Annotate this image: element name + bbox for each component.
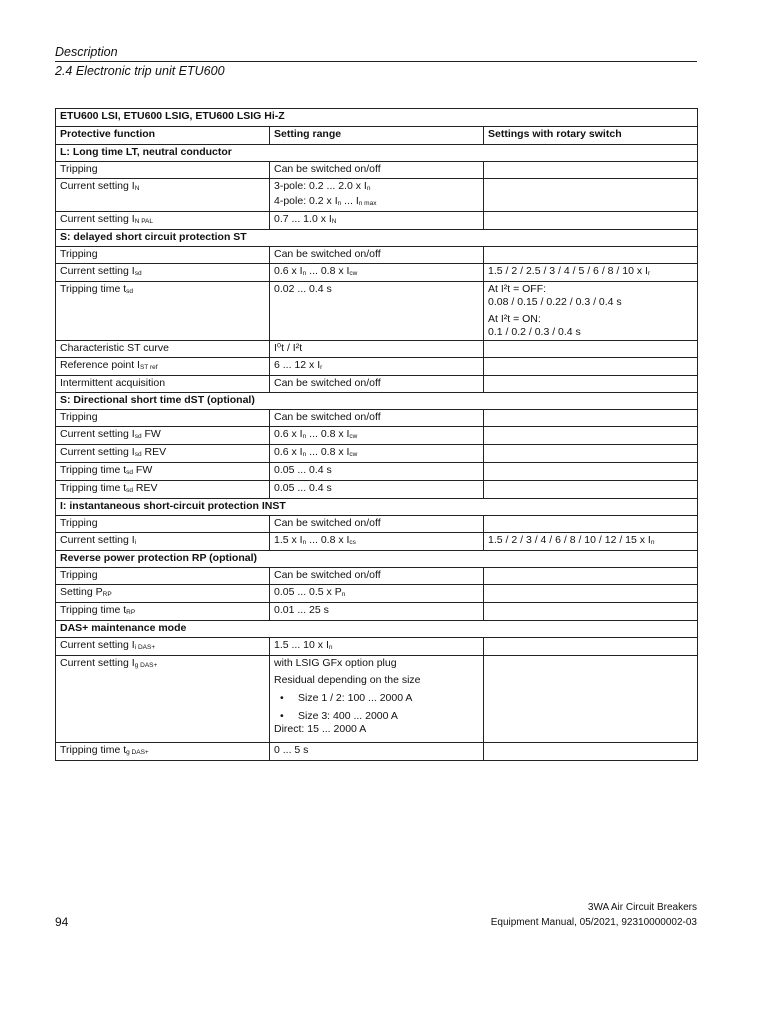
rotary-cell (484, 376, 698, 393)
rotary-cell (484, 516, 698, 533)
function-cell: Tripping (56, 410, 270, 427)
rotary-cell (484, 179, 698, 212)
running-header (55, 44, 697, 79)
rotary-cell (484, 358, 698, 376)
column-header-rotary: Settings with rotary switch (484, 127, 698, 145)
section-heading-directional: S: Directional short time dST (optional) (56, 393, 698, 410)
function-cell: Tripping time $t_{sd}$ REV (56, 481, 270, 499)
range-cell: 1.5 ... 10 x $I_n$ (270, 638, 484, 656)
rotary-cell (484, 341, 698, 358)
range-cell: I⁰t / I²t (270, 341, 484, 358)
table-row (56, 358, 698, 376)
range-cell: 6 ... 12 x $I_r$ (270, 358, 484, 376)
table-row (56, 427, 698, 445)
table-row (56, 533, 698, 551)
column-header-function: Protective function (56, 127, 270, 145)
function-cell: Tripping time $t_{sd}$ FW (56, 463, 270, 481)
rotary-cell: 1.5 / 2 / 2.5 / 3 / 4 / 5 / 6 / 8 / 10 x $I_r$ (484, 264, 698, 282)
function-cell: Reference point $I_{ST ref}$ (56, 358, 270, 376)
table-row (56, 743, 698, 761)
rotary-cell (484, 427, 698, 445)
settings-table (55, 108, 698, 761)
function-cell: Tripping (56, 162, 270, 179)
table-row (56, 341, 698, 358)
table-row (56, 516, 698, 533)
function-cell: Current setting $I_{N PAL}$ (56, 212, 270, 230)
range-cell: 0.6 x $I_n$ ... 0.8 x $I_{cw}$ (270, 445, 484, 463)
function-cell: Current setting $I_{sd}$ FW (56, 427, 270, 445)
rotary-cell (484, 656, 698, 743)
function-cell: Tripping time $t_{sd}$ (56, 282, 270, 341)
table-row (56, 264, 698, 282)
header-rule (55, 61, 697, 62)
footer-manual: Equipment Manual, 05/2021, 92310000002-03 (490, 917, 697, 928)
rotary-cell (484, 212, 698, 230)
range-cell: 0.7 ... 1.0 x $I_N$ (270, 212, 484, 230)
list-item: • Size 3: 400 ... 2000 A (274, 710, 479, 723)
table-row (56, 410, 698, 427)
section-heading-long-time: L: Long time LT, neutral conductor (56, 145, 698, 162)
function-cell: Tripping (56, 568, 270, 585)
rotary-cell (484, 743, 698, 761)
table-row (56, 445, 698, 463)
rotary-cell (484, 463, 698, 481)
range-cell: Can be switched on/off (270, 516, 484, 533)
function-cell: Current setting $I_N$ (56, 179, 270, 212)
range-cell: 3-pole: 0.2 ... 2.0 x $I_n$ 4-pole: 0.2 x $I_n$ ... $I_{n max}$ (270, 179, 484, 212)
function-cell: Tripping time $t_{g DAS+}$ (56, 743, 270, 761)
rotary-cell (484, 481, 698, 499)
section-heading-short-time: S: delayed short circuit protection ST (56, 230, 698, 247)
range-cell: Can be switched on/off (270, 568, 484, 585)
range-cell: Can be switched on/off (270, 247, 484, 264)
column-header-range: Setting range (270, 127, 484, 145)
function-cell: Current setting $I_{g DAS+}$ (56, 656, 270, 743)
function-cell: Tripping (56, 247, 270, 264)
table-row (56, 463, 698, 481)
function-cell: Current setting $I_i$ (56, 533, 270, 551)
function-cell: Current setting $I_{sd}$ REV (56, 445, 270, 463)
function-cell: Tripping time $t_{RP}$ (56, 603, 270, 621)
range-cell: 0.6 x $I_n$ ... 0.8 x $I_{cw}$ (270, 427, 484, 445)
table-row (56, 162, 698, 179)
page-number: 94 (55, 915, 69, 929)
document-footer (491, 900, 697, 930)
header-section: Description (55, 45, 118, 59)
range-cell: 0.05 ... 0.4 s (270, 463, 484, 481)
range-cell: Can be switched on/off (270, 410, 484, 427)
rotary-cell: At I²t = OFF: 0.08 / 0.15 / 0.22 / 0.3 / 0.4 s At I²t = ON: 0.1 / 0.2 / 0.3 / 0.4 s (484, 282, 698, 341)
range-cell: with LSIG GFx option plug Residual depending on the size • Size 1 / 2: 100 ... 2000 A • Size 3: 400 ... 2000 A Direct: 15 ... 2000 A (270, 656, 484, 743)
function-cell: Current setting $I_{sd}$ (56, 264, 270, 282)
function-cell: Tripping (56, 516, 270, 533)
table-row (56, 282, 698, 341)
range-cell: Can be switched on/off (270, 376, 484, 393)
range-cell: 0.05 ... 0.5 x $P_n$ (270, 585, 484, 603)
rotary-cell (484, 603, 698, 621)
section-heading-reverse-power: Reverse power protection RP (optional) (56, 551, 698, 568)
table-row (56, 656, 698, 743)
header-subsection: 2.4 Electronic trip unit ETU600 (55, 64, 225, 78)
table-row (56, 585, 698, 603)
range-cell: Can be switched on/off (270, 162, 484, 179)
table-row (56, 481, 698, 499)
section-heading-das-maintenance: DAS+ maintenance mode (56, 621, 698, 638)
table-title: ETU600 LSI, ETU600 LSIG, ETU600 LSIG Hi-Z (56, 109, 698, 127)
range-cell: 0 ... 5 s (270, 743, 484, 761)
rotary-cell (484, 638, 698, 656)
table-row (56, 568, 698, 585)
function-cell: Characteristic ST curve (56, 341, 270, 358)
table-row (56, 603, 698, 621)
function-cell: Current setting $I_{i DAS+}$ (56, 638, 270, 656)
range-cell: 0.01 ... 25 s (270, 603, 484, 621)
function-cell: Intermittent acquisition (56, 376, 270, 393)
range-cell: 0.02 ... 0.4 s (270, 282, 484, 341)
section-heading-instantaneous: I: instantaneous short-circuit protection INST (56, 499, 698, 516)
function-cell: Setting $P_{RP}$ (56, 585, 270, 603)
table-row (56, 212, 698, 230)
table-row (56, 638, 698, 656)
rotary-cell (484, 585, 698, 603)
rotary-cell (484, 247, 698, 264)
table-row (56, 179, 698, 212)
range-cell: 0.6 x $I_n$ ... 0.8 x $I_{cw}$ (270, 264, 484, 282)
table-row (56, 376, 698, 393)
range-cell: 0.05 ... 0.4 s (270, 481, 484, 499)
rotary-cell (484, 162, 698, 179)
rotary-cell (484, 568, 698, 585)
rotary-cell: 1.5 / 2 / 3 / 4 / 6 / 8 / 10 / 12 / 15 x $I_n$ (484, 533, 698, 551)
range-cell: 1.5 x $I_n$ ... 0.8 x $I_{cs}$ (270, 533, 484, 551)
table-row (56, 247, 698, 264)
footer-product: 3WA Air Circuit Breakers (587, 902, 697, 913)
rotary-cell (484, 410, 698, 427)
rotary-cell (484, 445, 698, 463)
list-item: • Size 1 / 2: 100 ... 2000 A (274, 692, 479, 705)
